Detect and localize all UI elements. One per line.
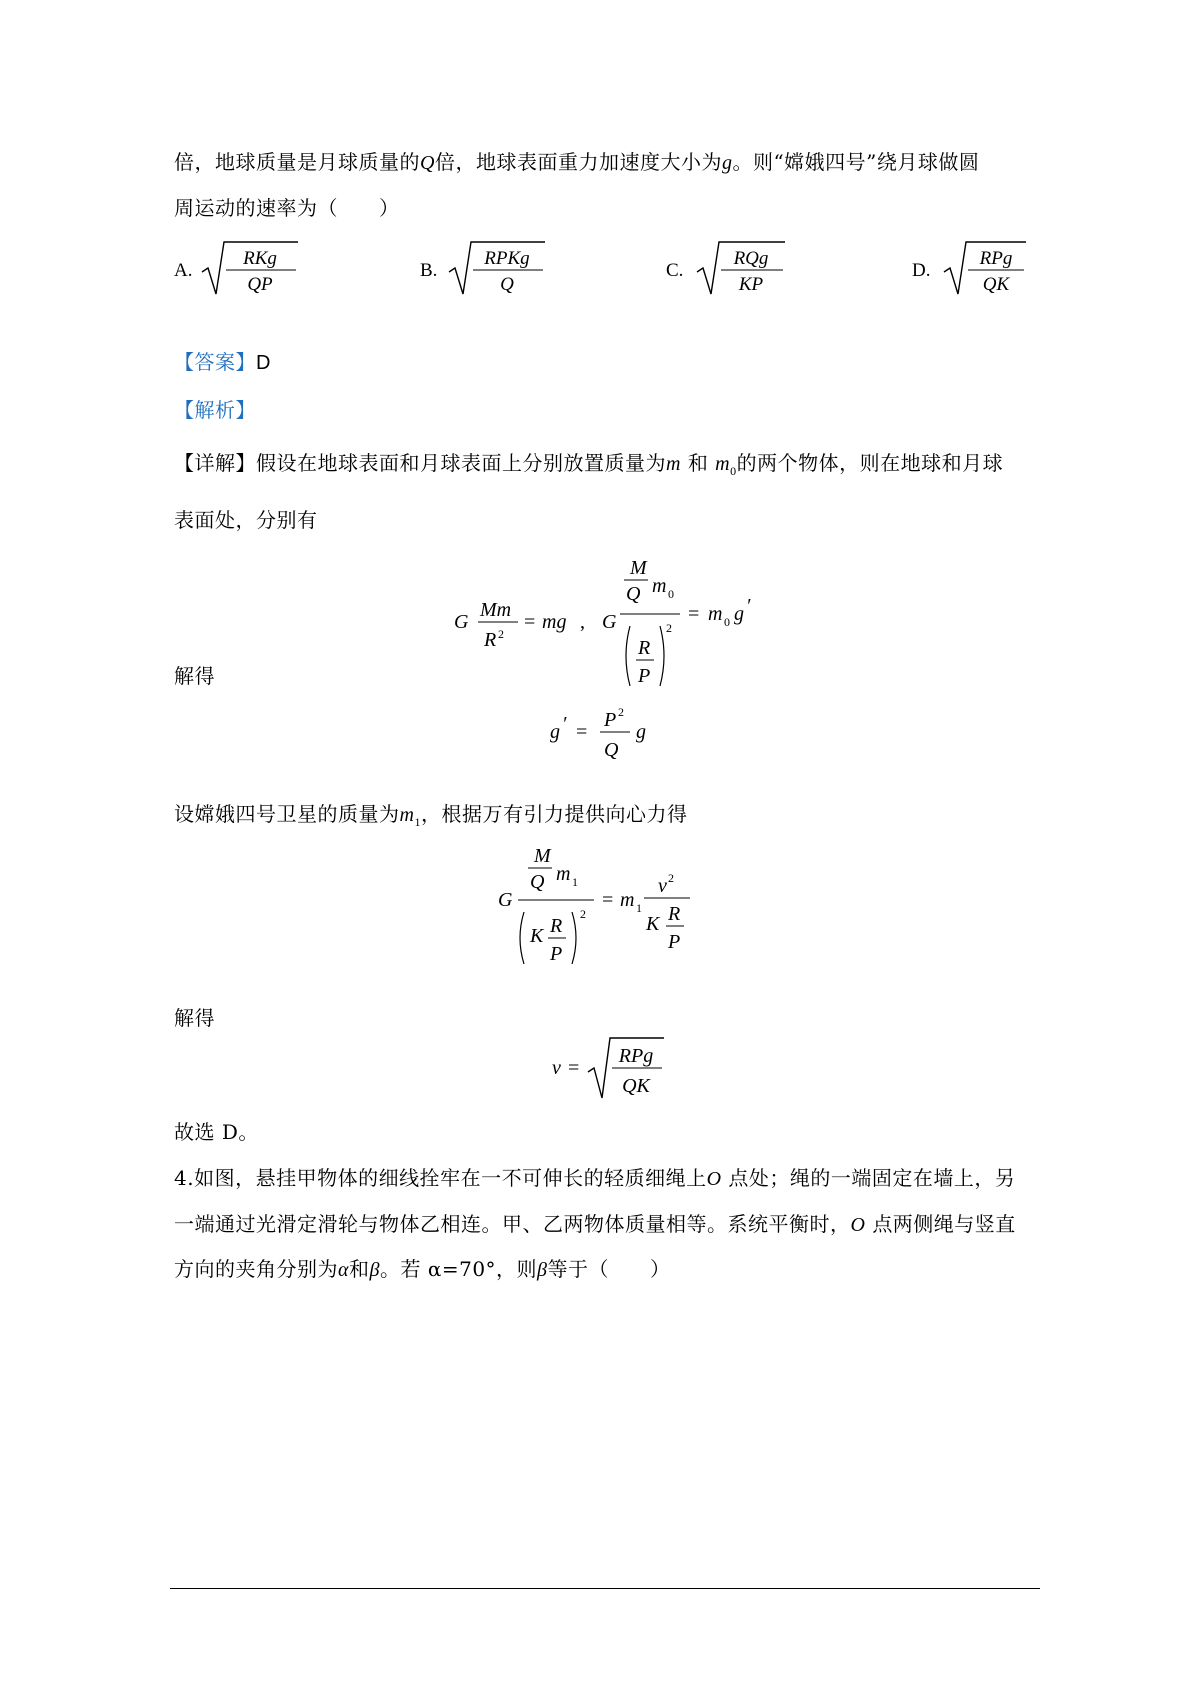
svg-text:G: G (498, 889, 513, 911)
svg-text:K: K (530, 925, 544, 947)
svg-text:1: 1 (572, 875, 578, 889)
svg-text:mg: mg (542, 611, 567, 633)
analysis-tag: 【解析】 (174, 398, 256, 422)
svg-text:,: , (580, 611, 585, 633)
svg-text:P: P (550, 943, 563, 965)
svg-text:R: R (550, 915, 563, 937)
q4-line2: 一端通过光滑定滑轮与物体乙相连。甲、乙两物体质量相等。系统平衡时，O 点两侧绳与竖直 (174, 1212, 1016, 1236)
option-d-num: RPg (979, 248, 1013, 269)
option-d-label[interactable]: D. (912, 260, 931, 281)
svg-text:R: R (668, 903, 681, 925)
option-a-num: RKg (243, 248, 277, 269)
option-b-den: Q (500, 274, 514, 295)
svg-text:K: K (646, 913, 660, 935)
solve-label-2: 解得 (174, 1006, 215, 1030)
svg-text:R: R (638, 637, 651, 659)
detail-line2: 表面处，分别有 (174, 508, 318, 532)
equation-gravity-surface (440, 552, 800, 702)
svg-text:=: = (568, 1057, 580, 1079)
svg-text:2: 2 (498, 627, 504, 641)
svg-text:m: m (620, 889, 635, 911)
svg-text:′: ′ (746, 595, 751, 617)
svg-text:2: 2 (668, 871, 674, 885)
option-a-den: QP (247, 274, 273, 295)
svg-text:Q: Q (604, 739, 619, 761)
q3-var-g: g (721, 152, 733, 174)
option-a-formula[interactable] (200, 236, 300, 300)
svg-text:g: g (550, 721, 560, 743)
detail-tag: 【详解】 (174, 451, 256, 475)
svg-text:g: g (734, 603, 744, 625)
detail-line1: 【详解】假设在地球表面和月球表面上分别放置质量为m 和 $m_0$的两个物体，则在地球和月球 (174, 451, 1004, 478)
svg-text:G: G (602, 611, 617, 633)
option-c-num: RQg (733, 248, 769, 269)
q3-line2: 周运动的速率为（ ） (174, 196, 400, 220)
detail-line3: 设嫦娥四号卫星的质量为$m_1$，根据万有引力提供向心力得 (174, 802, 688, 829)
q3-var-Q: Q (420, 152, 435, 174)
svg-text:=: = (602, 889, 614, 911)
equation-orbital-motion (494, 838, 714, 970)
svg-text:m: m (708, 603, 723, 625)
svg-text:v: v (658, 875, 667, 897)
svg-text:0: 0 (724, 615, 730, 629)
solve-label-1: 解得 (174, 664, 215, 688)
option-d-formula[interactable] (942, 236, 1042, 300)
svg-text:=: = (576, 721, 588, 743)
svg-text:=: = (524, 611, 536, 633)
svg-text:m: m (556, 863, 571, 885)
svg-text:QK: QK (622, 1075, 650, 1097)
option-b-num: RPKg (484, 248, 530, 269)
answer-value: D (256, 352, 271, 374)
svg-text:G: G (454, 611, 469, 633)
q3-line1: 倍，地球质量是月球质量的Q倍，地球表面重力加速度大小为g。则“嫦娥四号”绕月球做圆 (174, 150, 980, 174)
answer-tag: 【答案】 (174, 350, 256, 374)
svg-text:′: ′ (562, 713, 567, 735)
option-c-label[interactable]: C. (666, 260, 684, 281)
svg-text:2: 2 (618, 705, 624, 719)
svg-text:RPg: RPg (618, 1045, 654, 1067)
svg-text:v: v (552, 1057, 561, 1079)
option-c-formula[interactable] (695, 236, 795, 300)
option-b-formula[interactable] (447, 236, 547, 300)
svg-text:2: 2 (580, 907, 586, 921)
svg-text:=: = (688, 603, 700, 625)
svg-text:R: R (484, 629, 497, 651)
svg-text:1: 1 (636, 901, 642, 915)
svg-text:2: 2 (666, 621, 672, 635)
svg-text:P: P (638, 665, 651, 687)
svg-text:M: M (630, 557, 647, 579)
option-a-label[interactable]: A. (174, 260, 193, 281)
answer-line (174, 346, 271, 375)
q4-line1: 4.如图，悬挂甲物体的细线拴牢在一不可伸长的轻质细绳上O 点处；绳的一端固定在墙上，另 (174, 1166, 1016, 1190)
conclusion: 故选 D。 (174, 1120, 259, 1144)
svg-text:0: 0 (668, 587, 674, 601)
footer-rule (170, 1588, 1040, 1589)
equation-velocity-result (548, 1032, 668, 1104)
svg-text:m: m (652, 575, 667, 597)
q4-line3: 方向的夹角分别为α和β。若 α=70°，则β等于（ ） (174, 1257, 671, 1281)
equation-moon-gravity (544, 692, 684, 772)
option-b-label[interactable]: B. (420, 260, 438, 281)
svg-text:M: M (534, 845, 551, 867)
svg-text:Mm: Mm (480, 599, 512, 621)
svg-text:g: g (636, 721, 646, 743)
option-c-den: KP (738, 274, 764, 295)
svg-text:Q: Q (626, 583, 641, 605)
svg-text:P: P (668, 931, 681, 953)
svg-text:Q: Q (530, 871, 545, 893)
option-d-den: QK (982, 274, 1010, 295)
svg-text:P: P (604, 709, 617, 731)
